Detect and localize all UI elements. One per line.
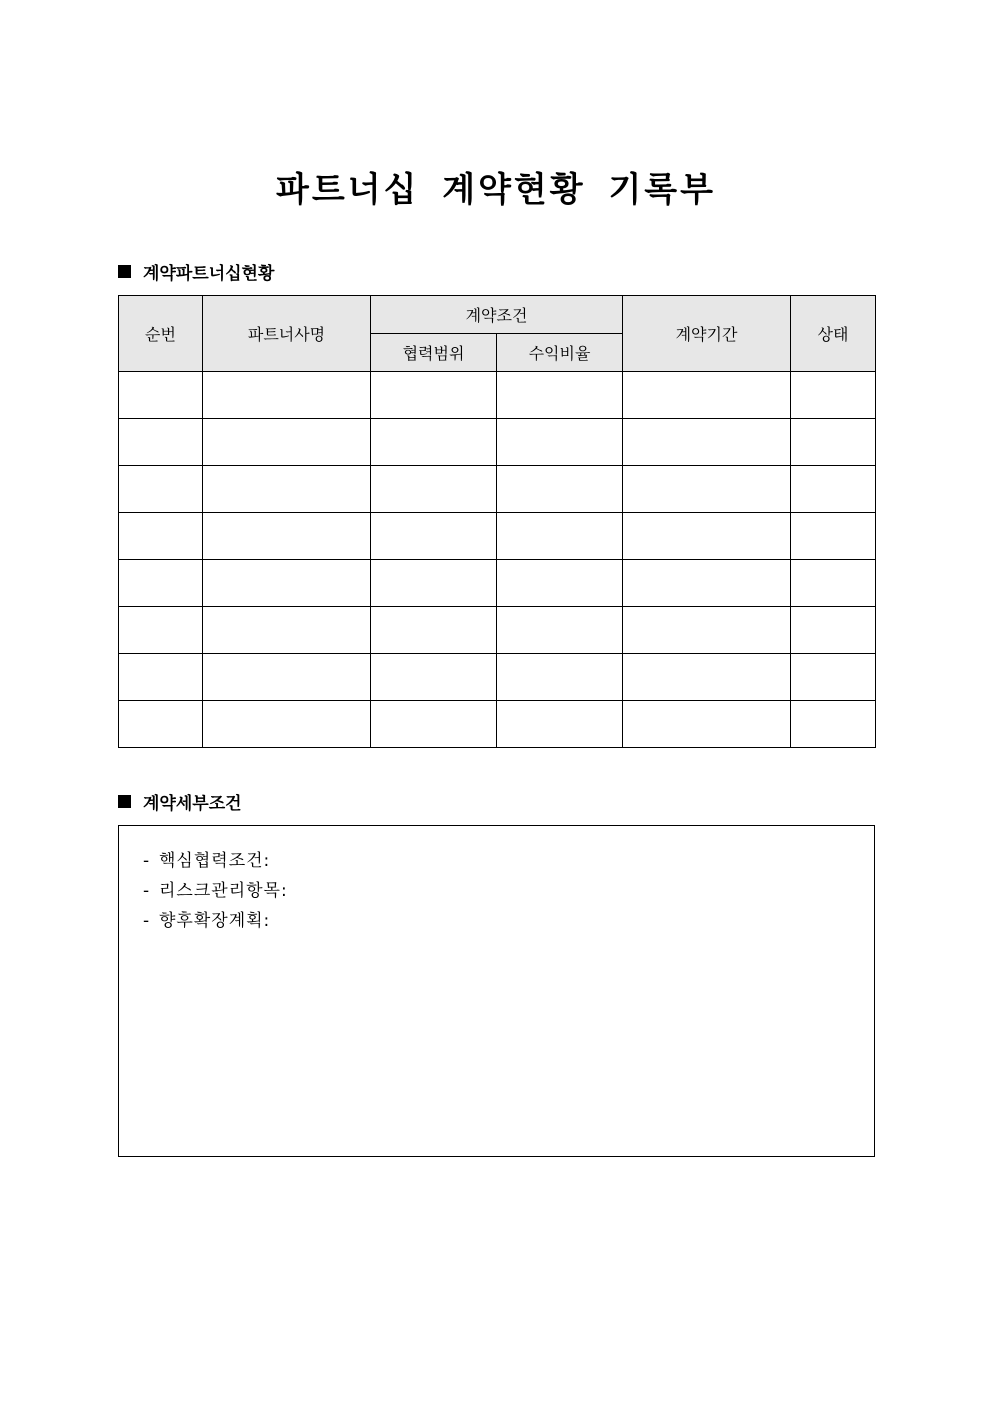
contract-details-list: [119, 826, 874, 936]
table-row: [119, 466, 876, 513]
table-cell[interactable]: [791, 466, 876, 513]
list-item: [143, 876, 874, 906]
header-revenue-ratio: 수익비율: [497, 334, 623, 372]
table-cell[interactable]: [791, 513, 876, 560]
list-item: [143, 846, 874, 876]
table-cell[interactable]: [623, 372, 791, 419]
table-cell[interactable]: [203, 560, 371, 607]
table-cell[interactable]: [119, 419, 203, 466]
table-row: [119, 513, 876, 560]
table-cell[interactable]: [497, 560, 623, 607]
table-cell[interactable]: [203, 466, 371, 513]
table-cell[interactable]: [623, 701, 791, 748]
table-cell[interactable]: [497, 372, 623, 419]
table-cell[interactable]: [791, 607, 876, 654]
section-heading-contract-details: [118, 789, 242, 814]
dash-marker: -: [143, 911, 151, 931]
table-cell[interactable]: [203, 372, 371, 419]
table-cell[interactable]: [623, 654, 791, 701]
table-row: [119, 701, 876, 748]
header-no: 순번: [119, 296, 203, 372]
header-contract-terms: 계약조건: [371, 296, 623, 334]
list-item-label: 핵심협력조건:: [159, 851, 271, 871]
table-cell[interactable]: [497, 701, 623, 748]
table-cell[interactable]: [497, 654, 623, 701]
table-cell[interactable]: [791, 701, 876, 748]
table-cell[interactable]: [623, 513, 791, 560]
square-bullet-icon: [118, 795, 131, 808]
contract-details-box[interactable]: [118, 825, 875, 1157]
table-cell[interactable]: [791, 560, 876, 607]
table-row: [119, 372, 876, 419]
table-row: [119, 419, 876, 466]
header-partner-name: 파트너사명: [203, 296, 371, 372]
table-cell[interactable]: [497, 466, 623, 513]
table-cell[interactable]: [371, 466, 497, 513]
table-cell[interactable]: [371, 701, 497, 748]
square-bullet-icon: [118, 265, 131, 278]
table-cell[interactable]: [497, 607, 623, 654]
table-cell[interactable]: [203, 607, 371, 654]
list-item: [143, 906, 874, 936]
table-cell[interactable]: [203, 701, 371, 748]
table-cell[interactable]: [623, 466, 791, 513]
table-row: [119, 654, 876, 701]
dash-marker: -: [143, 851, 151, 871]
table-cell[interactable]: [497, 419, 623, 466]
list-item-label: 리스크관리항목:: [159, 881, 288, 901]
table-cell[interactable]: [623, 607, 791, 654]
table-cell[interactable]: [623, 419, 791, 466]
table-cell[interactable]: [371, 607, 497, 654]
table-cell[interactable]: [119, 654, 203, 701]
table-cell[interactable]: [371, 654, 497, 701]
page-title: 파트너십 계약현황 기록부: [276, 170, 716, 210]
table-row: [119, 560, 876, 607]
section-heading-label: 계약세부조건: [143, 794, 242, 814]
table-cell[interactable]: [497, 513, 623, 560]
table-cell[interactable]: [791, 419, 876, 466]
section-heading-label: 계약파트너십현황: [143, 264, 275, 284]
table-cell[interactable]: [119, 513, 203, 560]
table-cell[interactable]: [371, 513, 497, 560]
table-cell[interactable]: [119, 701, 203, 748]
table-cell[interactable]: [623, 560, 791, 607]
table-cell[interactable]: [203, 513, 371, 560]
table-cell[interactable]: [119, 607, 203, 654]
table-cell[interactable]: [371, 372, 497, 419]
table-row: [119, 607, 876, 654]
table-cell[interactable]: [119, 466, 203, 513]
table-cell[interactable]: [119, 372, 203, 419]
table-cell[interactable]: [371, 560, 497, 607]
header-status: 상태: [791, 296, 876, 372]
table-cell[interactable]: [791, 372, 876, 419]
table-cell[interactable]: [203, 654, 371, 701]
table-cell[interactable]: [371, 419, 497, 466]
table-cell[interactable]: [791, 654, 876, 701]
header-contract-period: 계약기간: [623, 296, 791, 372]
section-heading-partnership-status: [118, 259, 274, 284]
dash-marker: -: [143, 881, 151, 901]
table-cell[interactable]: [203, 419, 371, 466]
header-cooperation-scope: 협력범위: [371, 334, 497, 372]
table-cell[interactable]: [119, 560, 203, 607]
partnership-status-table: [118, 295, 876, 748]
list-item-label: 향후확장계획:: [159, 911, 271, 931]
